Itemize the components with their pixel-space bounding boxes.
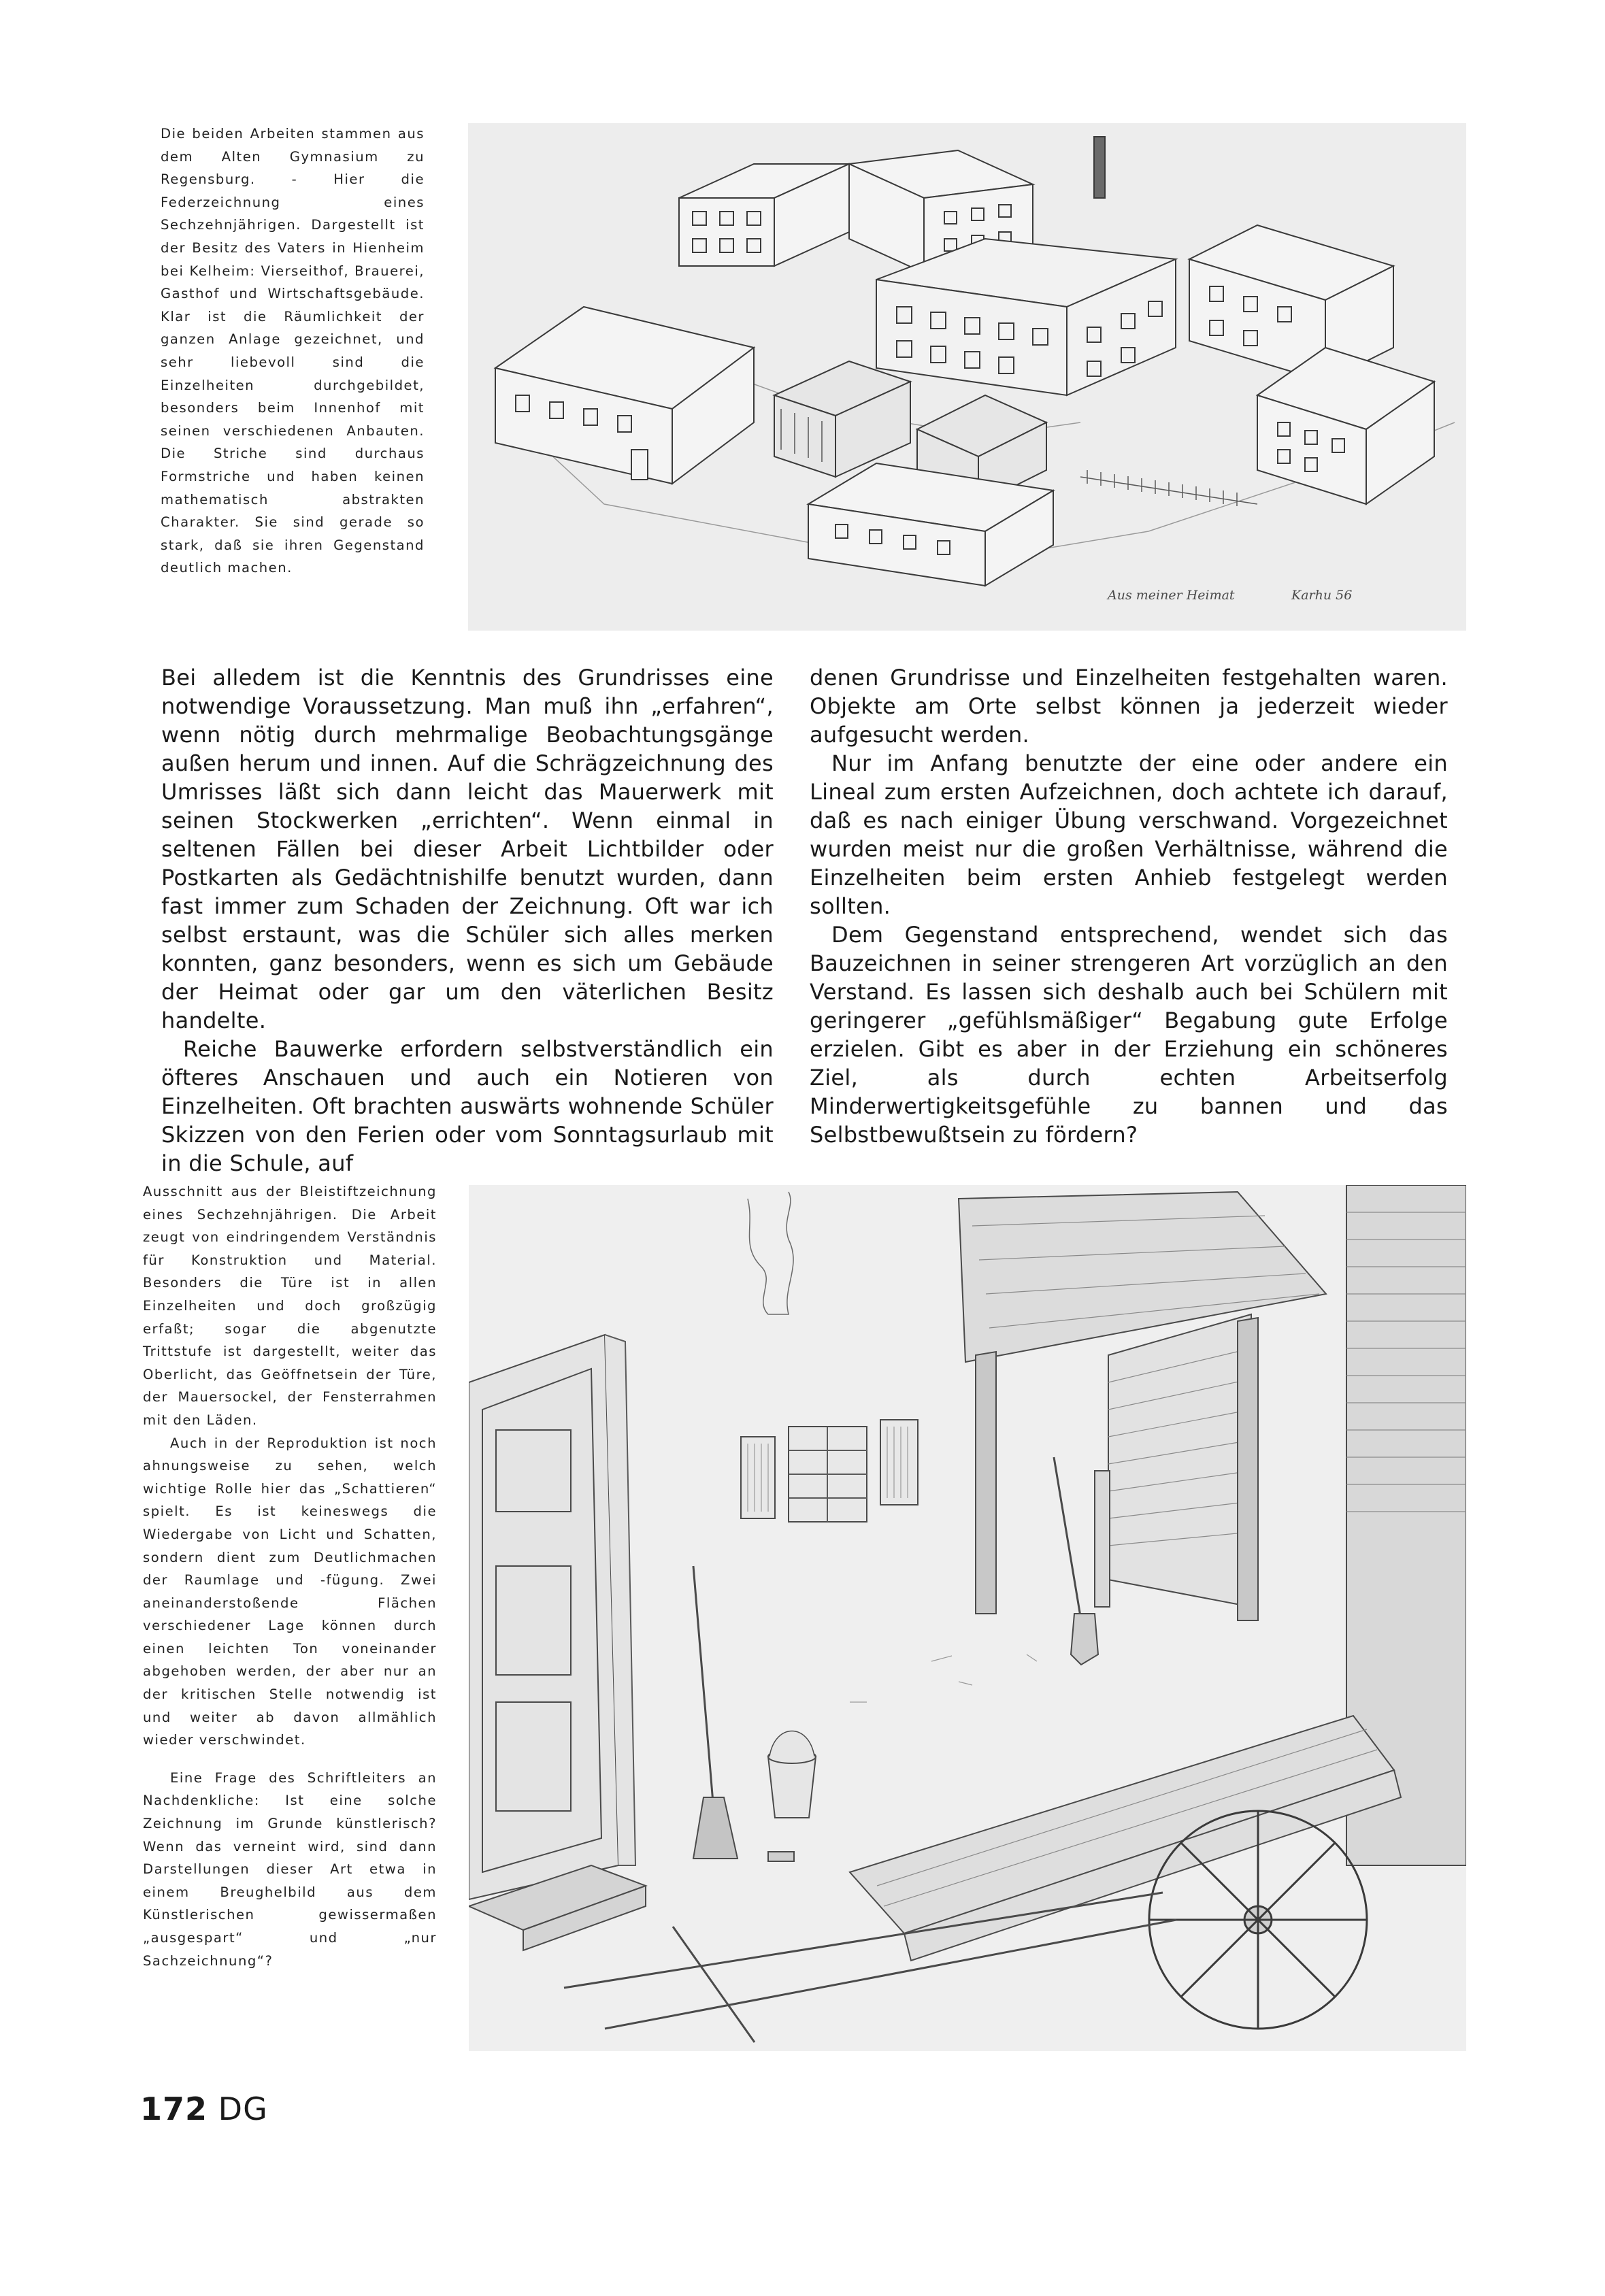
page-folio xyxy=(140,2091,268,2127)
ground-scatter xyxy=(850,1654,1037,1702)
broom xyxy=(693,1566,738,1859)
building-left xyxy=(495,307,754,484)
bottom-caption-paragraph-1: Ausschnitt aus der Bleistiftzeichnung eines Sechzehnjährigen. Die Arbeit zeugt von eindringendem Verständnis für Konstruktion und Material. Besonders die Türe ist in allen Einzelheiten und doch großzügig erfaßt; sogar die abgenutzte Trittstufe ist dargestellt, weiter das Oberlicht, das Geöffnetsein der Türe, der Mauersockel, der Fensterrahmen mit den Läden. xyxy=(143,1184,437,1428)
brush xyxy=(768,1852,794,1861)
top-drawing xyxy=(468,123,1466,631)
main-brewery xyxy=(876,239,1176,395)
cart-shafts xyxy=(564,1893,1176,2042)
cart-wheel xyxy=(1149,1811,1367,2029)
page-number: 172 xyxy=(140,2091,208,2127)
building-right-gasthof xyxy=(1189,225,1393,382)
bottom-drawing xyxy=(469,1185,1466,2051)
shovel xyxy=(1054,1457,1098,1665)
signature-text: Aus meiner Heimat xyxy=(1108,588,1235,603)
bottom-caption-paragraph-2: Auch in der Reproduktion ist noch ahnungsweise zu sehen, welch wichtige Rolle hier das „Schattieren“ spielt. Es ist keineswegs die Wiedergabe von Licht und Schatten, sondern dient zum Deutlichmachen der Raumlage und -fügung. Zwei aneinanderstoßende Flächen verschiedener Lage können durch einen leichten Ton voneinander abgehoben werden, der aber nur an der kritischen Stelle notwendig ist und weiter ab davon allmählich wieder verschwindet. xyxy=(143,1435,437,1748)
magazine-mark: DG xyxy=(218,2091,268,2127)
top-caption xyxy=(161,122,425,580)
body-right-paragraph-3: Dem Gegenstand entsprechend, wendet sich das Bauzeichnen in seiner strengeren Art vorzüglich an den Verstand. Es lassen sich deshalb auch bei Schülern mit geringerer „gefühlsmäßiger“ Begabung gute Erfolge erzielen. Gibt es aber in der Erziehung ein schöneres Ziel, als durch echten Arbeitserfolg Minderwertigkeitsgefühle zu bannen und das Selbstbewußtsein zu fördern? xyxy=(810,922,1448,1148)
door-frame xyxy=(469,1335,635,1899)
bottom-caption xyxy=(143,1180,437,1972)
building-back-left xyxy=(679,164,849,266)
shed-roof xyxy=(959,1192,1326,1362)
cart-bed xyxy=(850,1716,1401,1961)
fence-right xyxy=(1080,470,1257,506)
signature-name: Karhu 56 xyxy=(1291,588,1353,603)
bottom-caption-question: Eine Frage des Schriftleiters an Nachdenkliche: Ist eine solche Zeichnung im Grunde künstlerisch? Wenn das verneint wird, sind dann Darstellungen dieser Art etwa in einem Breughelbild aus dem Künstlerischen gewissermaßen „ausgespart“ und „nur Sachzeichnung“? xyxy=(143,1769,437,1969)
body-right-paragraph-2: Nur im Anfang benutzte der eine oder andere ein Lineal zum ersten Aufzeichnen, doch achtete ich darauf, daß es nach einiger Übung verschwand. Vorgezeichnet wurden meist nur die großen Verhältnisse, während die Einzelheiten beim ersten Anhieb festgelegt werden sollten. xyxy=(810,750,1448,919)
body-left-paragraph-1: Bei alledem ist die Kenntnis des Grundrisses eine notwendige Voraussetzung. Man muß ihn „erfahren“, wenn nötig durch mehrmalige Beobachtungsgänge außen herum und innen. Auf die Schrägzeichnung des Umrisses läßt sich dann leicht das Mauerwerk mit seinen Stockwerken „errichten“. Wenn einmal in seltenen Fällen bei dieser Arbeit Lichtbilder oder Postkarten als Gedächtnishilfe benutzt wurden, dann fast immer zum Schaden der Zeichnung. Oft war ich selbst erstaunt, was die Schüler sich alles merken konnten, ganz besonders, wenn es sich um Gebäude der Heimat oder gar um den väterlichen Besitz handelte. xyxy=(161,665,774,1033)
farmstead-sketch xyxy=(468,123,1466,631)
body-right-column xyxy=(810,663,1448,1149)
window xyxy=(741,1420,918,1522)
drawing-signature xyxy=(1106,588,1352,603)
drainpipe xyxy=(1095,1471,1110,1607)
brick-wall xyxy=(1108,1314,1251,1607)
body-left-paragraph-2: Reiche Bauwerke erfordern selbstverständlich ein öfteres Anschauen und auch ein Notieren von Einzelheiten. Oft brachten auswärts wohnende Schüler Skizzen von den Ferien oder vom Sonntagsurlaub mit in die Schule, auf xyxy=(161,1036,774,1176)
courtyard-sketch xyxy=(469,1185,1466,2051)
building-far-right xyxy=(1257,348,1434,504)
crumbling-plaster xyxy=(748,1192,793,1314)
body-right-paragraph-1: denen Grundrisse und Einzelheiten festgehalten waren. Objekte am Orte selbst können ja jederzeit wieder aufgesucht werden. xyxy=(810,665,1448,748)
chimney xyxy=(1094,137,1105,198)
top-caption-text: Die beiden Arbeiten stammen aus dem Alten Gymnasium zu Regensburg. - Hier die Federzeichnung eines Sechzehnjährigen. Dargestellt ist der Besitz des Vaters in Hienheim bei Kelheim: Vierseithof, Brauerei, Gasthof und Wirtschaftsgebäude. Klar ist die Räumlichkeit der ganzen Anlage gezeichnet, und sehr liebevoll sind die Einzelheiten durchgebildet, besonders beim Innenhof mit seinen verschiedenen Anbauten. Die Striche sind durchaus Formstriche und haben keinen mathematisch abstrakten Charakter. Sie sind gerade so stark, daß sie ihren Gegenstand deutlich machen. xyxy=(161,126,425,576)
body-left-column xyxy=(161,663,774,1178)
bucket xyxy=(768,1731,816,1818)
